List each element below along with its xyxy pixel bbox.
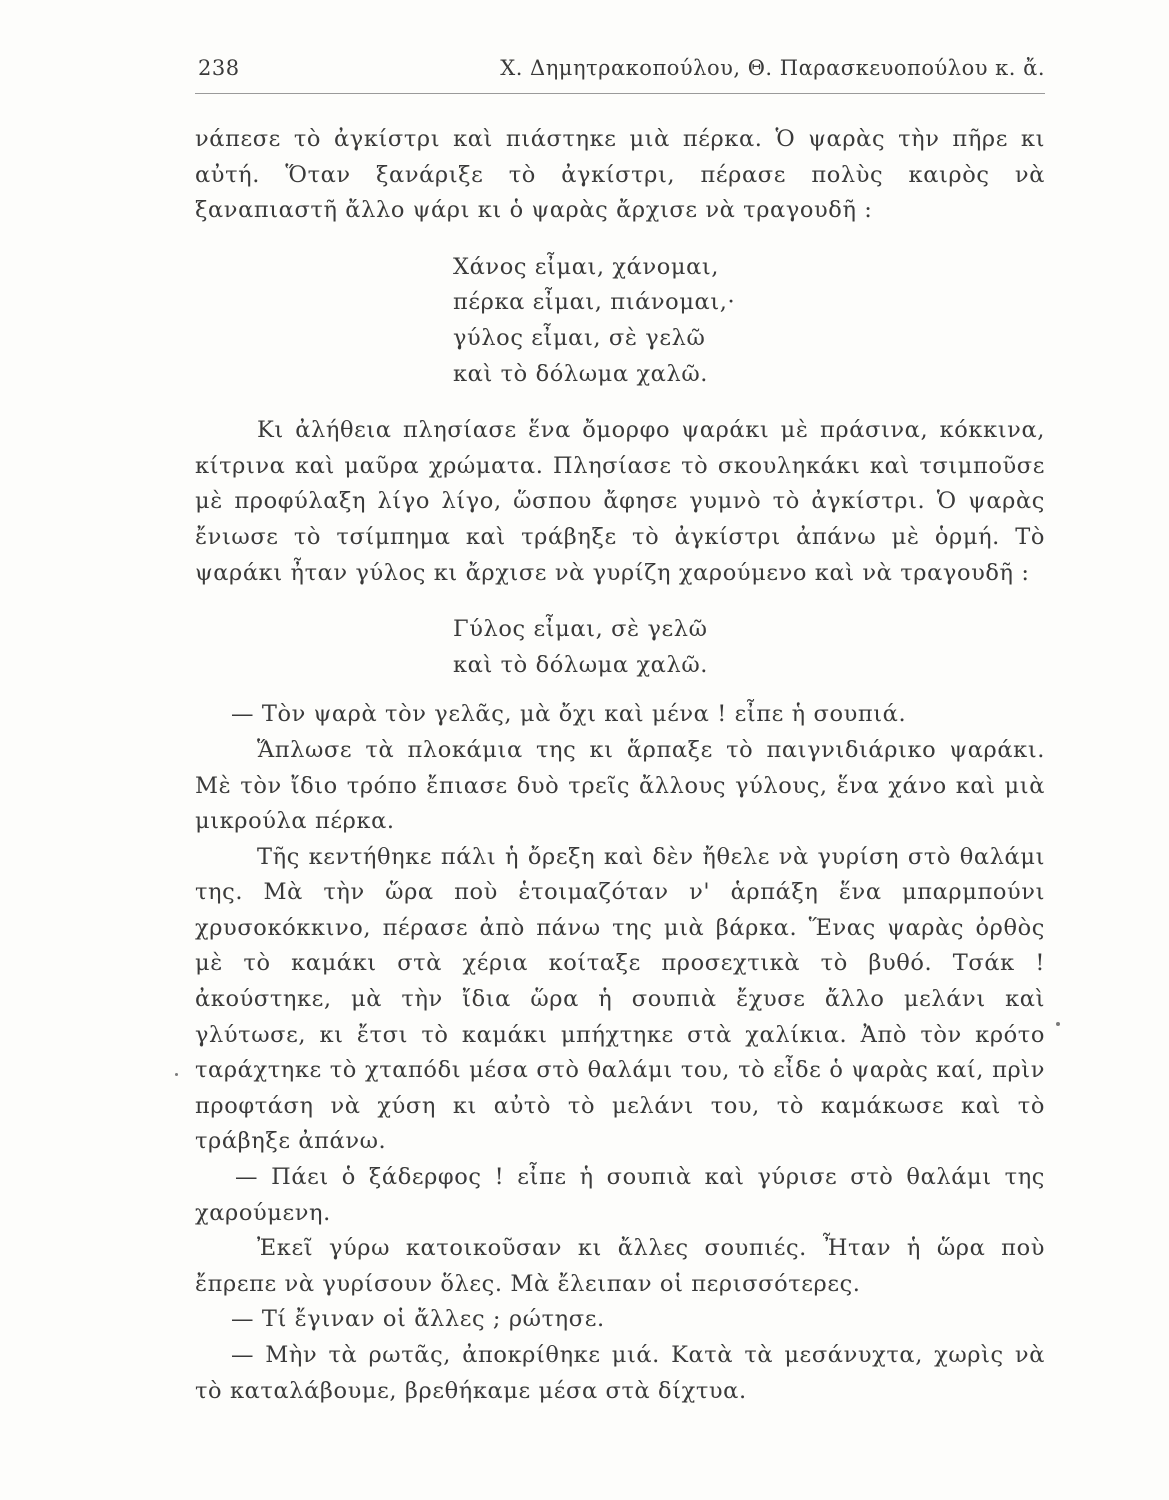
verse-line: γύλος εἶμαι, σὲ γελῶ xyxy=(453,324,706,351)
scan-speck xyxy=(1056,1022,1060,1026)
page-number: 238 xyxy=(198,56,240,80)
verse-line: Χάνος εἶμαι, χάνομαι, xyxy=(453,253,720,280)
header-rule xyxy=(195,93,1045,94)
verse-line: Γύλος εἶμαι, σὲ γελῶ xyxy=(453,616,708,643)
verse-line: πέρκα εἶμαι, πιάνομαι,· xyxy=(453,289,736,316)
scan-speck xyxy=(175,1073,178,1076)
paragraph-2: Κι ἀλήθεια πλησίασε ἕνα ὄμορφο ψαράκι μὲ πράσινα, κόκκινα, κίτρινα καὶ μαῦρα χρώματα. Πλησίασε τὸ σκουληκάκι καὶ τσιμποῦσε μὲ προφύλαξη λίγο λίγο, ὥσπου ἄφησε γυμνὸ τὸ ἀγκίστρι. Ὁ ψαρὰς ἔνιωσε τὸ τσίμπημα καὶ τράβηξε τὸ ἀγκίστρι ἀπάνω μὲ ὁρμή. Τὸ ψαράκι ἦταν γύλος κι ἄρχισε νὰ γυρίζη χαρούμενο καὶ νὰ τραγουδῆ : xyxy=(195,417,1045,586)
verse-1 xyxy=(195,250,1045,392)
dialogue-line: — Πάει ὁ ξάδερφος ! εἶπε ἡ σουπιὰ καὶ γύρισε στὸ θαλάμι της χαρούμενη. xyxy=(195,1164,1045,1226)
dialogue-line: — Τί ἔγιναν οἱ ἄλλες ; ρώτησε. xyxy=(231,1306,605,1333)
running-head xyxy=(195,56,1045,92)
running-head-title: Χ. Δημητρακοπούλου, Θ. Παρασκευοπούλου κ. ἄ. xyxy=(500,56,1045,80)
body-text xyxy=(195,122,1045,1409)
verse-2 xyxy=(195,612,1045,683)
paragraph-7: Ἐκεῖ γύρω κατοικοῦσαν κι ἄλλες σουπιές. Ἦταν ἡ ὥρα ποὺ ἔπρεπε νὰ γυρίσουν ὅλες. Μὰ ἔλειπαν οἱ περισσότερες. xyxy=(195,1235,1045,1297)
paragraph-5: Τῆς κεντήθηκε πάλι ἡ ὄρεξη καὶ δὲν ἤθελε νὰ γυρίση στὸ θαλάμι της. Μὰ τὴν ὥρα ποὺ ἑτοιμαζόταν ν' ἁρπάξη ἕνα μπαρμπούνι χρυσοκόκκινο, πέρασε ἀπὸ πάνω της μιὰ βάρκα. Ἕνας ψαρὰς ὀρθὸς μὲ τὸ καμάκι στὰ χέρια κοίταξε προσεχτικὰ τὸ βυθό. Τσάκ ! ἀκούστηκε, μὰ τὴν ἴδια ὥρα ἡ σουπιὰ ἔχυσε ἄλλο μελάνι καὶ γλύτωσε, κι ἔτσι τὸ καμάκι μπήχτηκε στὰ χαλίκια. Ἀπὸ τὸν κρότο ταράχτηκε τὸ χταπόδι μέσα στὸ θαλάμι του, τὸ εἶδε ὁ ψαρὰς καί, πρὶν προφτάση νὰ χύση κι αὐτὸ τὸ μελάνι του, τὸ καμάκωσε καὶ τὸ τράβηξε ἀπάνω. xyxy=(195,843,1045,1155)
paragraph-1: νάπεσε τὸ ἀγκίστρι καὶ πιάστηκε μιὰ πέρκα. Ὁ ψαρὰς τὴν πῆρε κι αὐτή. Ὅταν ξανάριξε τὸ ἀγκίστρι, πέρασε πολὺς καιρὸς νὰ ξαναπιαστῆ ἄλλο ψάρι κι ὁ ψαρὰς ἄρχισε νὰ τραγουδῆ : xyxy=(195,126,1045,224)
dialogue-line: — Τὸν ψαρὰ τὸν γελᾶς, μὰ ὄχι καὶ μένα ! εἶπε ἡ σουπιά. xyxy=(231,701,907,728)
dialogue-line: — Μὴν τὰ ρωτᾶς, ἀποκρίθηκε μιά. Κατὰ τὰ μεσάνυχτα, χωρὶς νὰ τὸ καταλάβουμε, βρεθήκαμε μέσα στὰ δίχτυα. xyxy=(195,1342,1045,1404)
verse-line: καὶ τὸ δόλωμα χαλῶ. xyxy=(453,651,709,678)
verse-line: καὶ τὸ δόλωμα χαλῶ. xyxy=(453,360,709,387)
paragraph-4: Ἅπλωσε τὰ πλοκάμια της κι ἅρπαξε τὸ παιγνιδιάρικο ψαράκι. Μὲ τὸν ἴδιο τρόπο ἔπιασε δυὸ τρεῖς ἄλλους γύλους, ἕνα χάνο καὶ μιὰ μικρούλα πέρκα. xyxy=(195,736,1045,835)
